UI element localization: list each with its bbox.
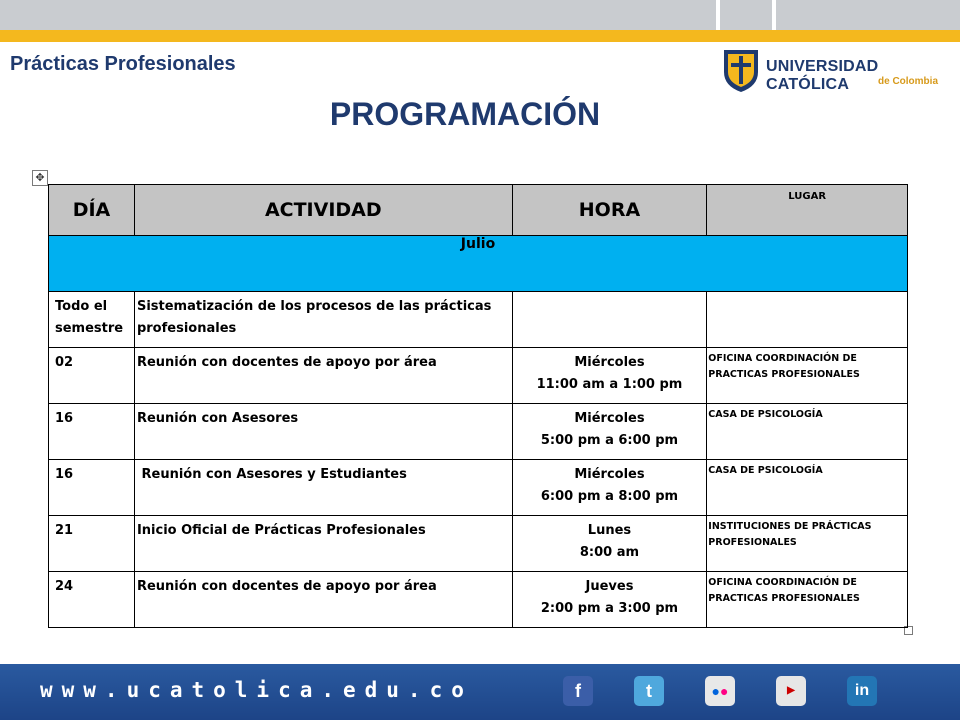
cell-hora — [512, 572, 707, 628]
website-url-link[interactable]: www.ucatolica.edu.co — [40, 678, 473, 702]
cell-actividad: Inicio Oficial de Prácticas Profesionales — [134, 516, 512, 572]
top-gray-block — [720, 0, 772, 30]
column-header-lugar: LUGAR — [707, 185, 908, 236]
section-title: Prácticas Profesionales — [10, 53, 236, 75]
column-header-hora: HORA — [512, 185, 707, 236]
university-logo — [722, 46, 952, 94]
hora-rango: 2:00 pm a 3:00 pm — [540, 601, 679, 616]
cell-actividad: Reunión con Asesores y Estudiantes — [134, 460, 512, 516]
cell-lugar — [707, 292, 908, 348]
table-row — [49, 404, 908, 460]
top-decorative-bar — [0, 0, 960, 44]
cell-actividad: Reunión con docentes de apoyo por área — [134, 572, 512, 628]
hora-rango: 5:00 pm a 6:00 pm — [540, 433, 679, 448]
cell-lugar: OFICINA COORDINACIÓN DE PRACTICAS PROFESIONALES — [707, 572, 908, 628]
university-subtitle: de Colombia — [878, 76, 939, 87]
cell-hora — [512, 292, 707, 348]
schedule-table — [48, 184, 908, 628]
hora-dia: Miércoles — [574, 355, 645, 370]
cell-dia: 16 — [49, 460, 135, 516]
cell-dia: Todo el semestre — [49, 292, 135, 348]
table-row — [49, 348, 908, 404]
hora-rango: 11:00 am a 1:00 pm — [536, 377, 683, 392]
cell-lugar: INSTITUCIONES DE PRÁCTICAS PROFESIONALES — [707, 516, 908, 572]
cell-lugar: CASA DE PSICOLOGÍA — [707, 404, 908, 460]
table-row — [49, 292, 908, 348]
cell-actividad: Reunión con Asesores — [134, 404, 512, 460]
table-row — [49, 516, 908, 572]
hora-dia: Lunes — [587, 523, 632, 538]
hora-dia: Miércoles — [574, 467, 645, 482]
university-name: UNIVERSIDAD CATÓLICA — [766, 58, 879, 93]
cell-hora — [512, 348, 707, 404]
cell-lugar: CASA DE PSICOLOGÍA — [707, 460, 908, 516]
column-header-actividad: ACTIVIDAD — [134, 185, 512, 236]
cell-lugar: OFICINA COORDINACIÓN DE PRACTICAS PROFESIONALES — [707, 348, 908, 404]
hora-dia: Miércoles — [574, 411, 645, 426]
month-label: Julio — [49, 236, 908, 292]
cell-actividad: Reunión con docentes de apoyo por área — [134, 348, 512, 404]
shield-icon — [722, 46, 760, 94]
top-yellow-stripe — [0, 30, 960, 42]
twitter-icon[interactable]: t — [634, 676, 664, 706]
cell-dia: 16 — [49, 404, 135, 460]
linkedin-icon[interactable]: in — [847, 676, 877, 706]
month-row — [49, 236, 908, 292]
hora-rango: 6:00 pm a 8:00 pm — [540, 489, 679, 504]
youtube-icon[interactable]: ▶ — [776, 676, 806, 706]
hora-rango: 8:00 am — [579, 545, 640, 560]
cell-dia: 24 — [49, 572, 135, 628]
move-handle-icon[interactable]: ✥ — [32, 170, 48, 186]
cell-dia: 02 — [49, 348, 135, 404]
cell-hora — [512, 404, 707, 460]
facebook-icon[interactable]: f — [563, 676, 593, 706]
column-header-dia: DÍA — [49, 185, 135, 236]
page-title: PROGRAMACIÓN — [329, 96, 601, 132]
cell-dia: 21 — [49, 516, 135, 572]
top-gray-block — [0, 0, 716, 30]
cell-actividad: Sistematización de los procesos de las prácticas profesionales — [134, 292, 512, 348]
table-row — [49, 460, 908, 516]
table-header-row — [49, 185, 908, 236]
footer-bar — [0, 664, 960, 720]
hora-dia: Jueves — [585, 579, 634, 594]
flickr-icon[interactable]: ●● — [705, 676, 735, 706]
cell-hora — [512, 460, 707, 516]
top-gray-block — [776, 0, 960, 30]
table-row — [49, 572, 908, 628]
cell-hora — [512, 516, 707, 572]
